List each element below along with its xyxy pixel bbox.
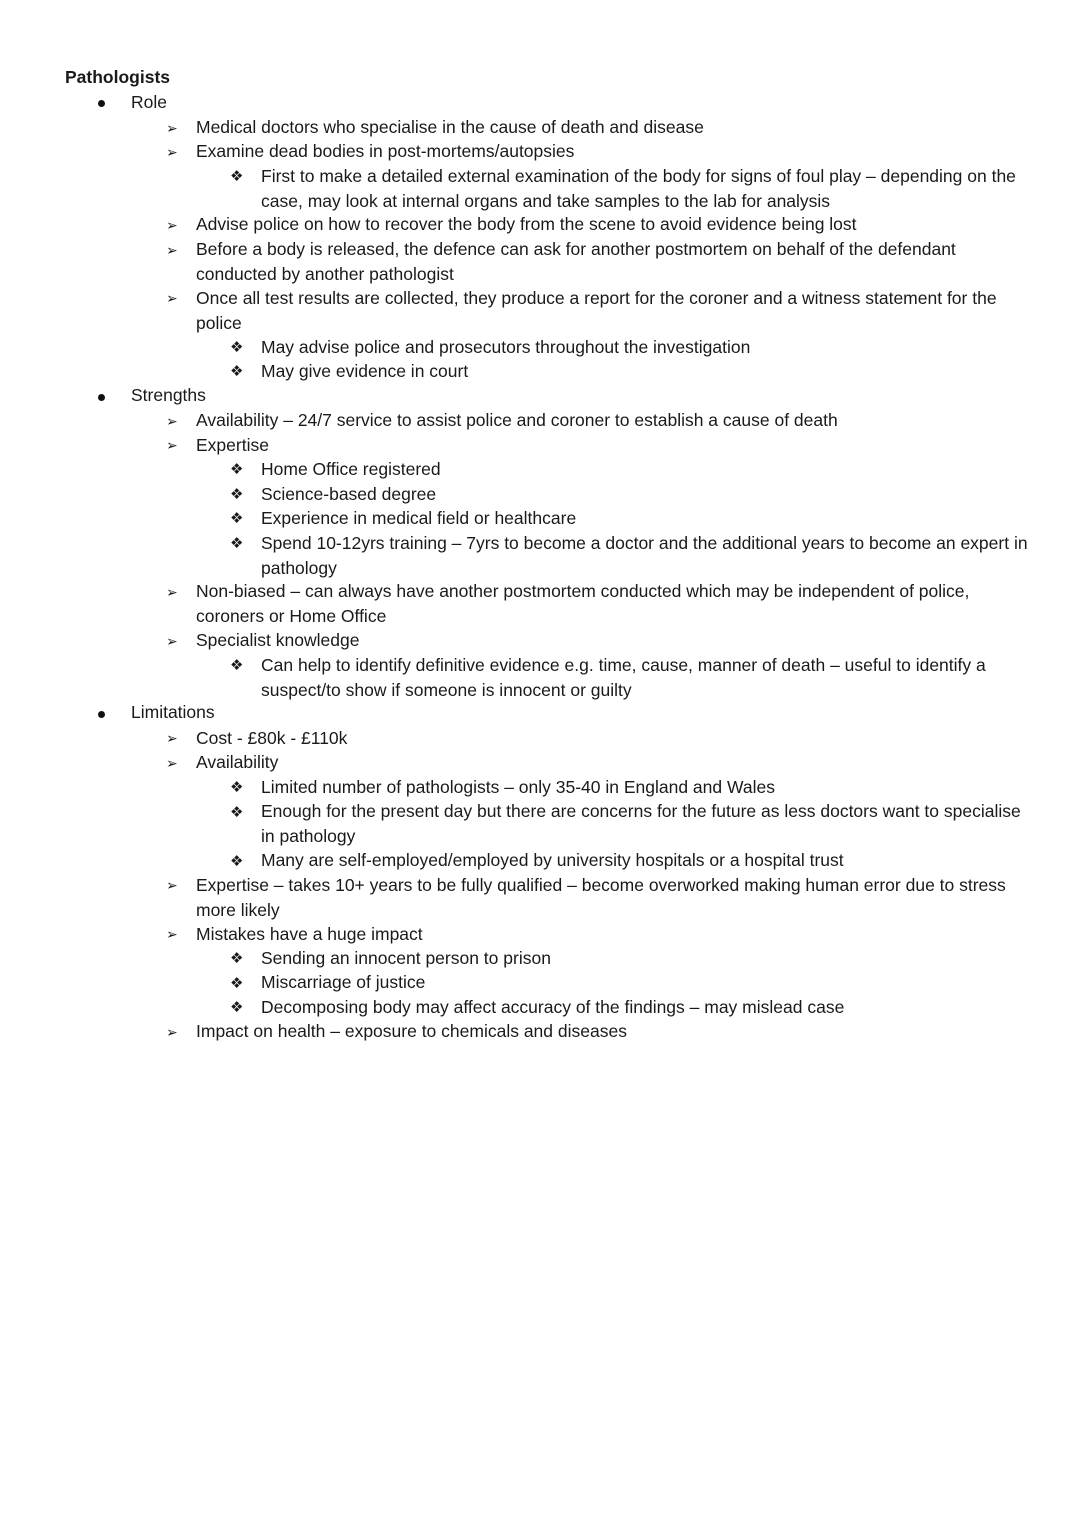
bullet-icon <box>98 711 105 718</box>
list-item: Examine dead bodies in post-mortems/autopsies <box>196 141 575 161</box>
arrow-bullet-icon: ➢ <box>166 217 178 233</box>
sub-list-item: Can help to identify definitive evidence e.g. time, cause, manner of death – useful to identify a suspect/to show if someone is innocent or guilty <box>261 655 986 700</box>
sub-list-item: Sending an innocent person to prison <box>261 948 551 968</box>
arrow-bullet-icon: ➢ <box>166 290 178 306</box>
arrow-bullet-icon: ➢ <box>166 926 178 942</box>
arrow-bullet-icon: ➢ <box>166 120 178 136</box>
diamond-bullet-icon: ❖ <box>230 779 244 796</box>
list-item: Availability – 24/7 service to assist police and coroner to establish a cause of death <box>196 410 838 430</box>
section-heading-limitations: Limitations <box>131 702 215 722</box>
list-item: Medical doctors who specialise in the cause of death and disease <box>196 117 704 137</box>
diamond-bullet-icon: ❖ <box>230 461 244 478</box>
list-item: Before a body is released, the defence can ask for another postmortem on behalf of the defendant conducted by another pathologist <box>196 239 956 284</box>
arrow-bullet-icon: ➢ <box>166 730 178 746</box>
arrow-bullet-icon: ➢ <box>166 437 178 453</box>
sub-list-item: May give evidence in court <box>261 361 469 381</box>
arrow-bullet-icon: ➢ <box>166 413 178 429</box>
sub-list-item: First to make a detailed external examination of the body for signs of foul play – depending on the case, may look at internal organs and take samples to the lab for analysis <box>261 166 1016 211</box>
diamond-bullet-icon: ❖ <box>230 168 244 185</box>
sub-list-item: May advise police and prosecutors throughout the investigation <box>261 337 751 357</box>
arrow-bullet-icon: ➢ <box>166 755 178 771</box>
sub-list-item: Enough for the present day but there are concerns for the future as less doctors want to specialise in pathology <box>261 801 1021 846</box>
list-item: Advise police on how to recover the body from the scene to avoid evidence being lost <box>196 214 857 234</box>
section-heading-role: Role <box>131 92 167 112</box>
diamond-bullet-icon: ❖ <box>230 804 244 821</box>
diamond-bullet-icon: ❖ <box>230 363 244 380</box>
bullet-icon <box>98 100 105 107</box>
list-item: Mistakes have a huge impact <box>196 924 423 944</box>
sub-list-item: Many are self-employed/employed by university hospitals or a hospital trust <box>261 850 844 870</box>
diamond-bullet-icon: ❖ <box>230 950 244 967</box>
diamond-bullet-icon: ❖ <box>230 486 244 503</box>
list-item: Availability <box>196 752 279 772</box>
diamond-bullet-icon: ❖ <box>230 853 244 870</box>
list-item: Expertise <box>196 435 269 455</box>
sub-list-item: Experience in medical field or healthcare <box>261 508 577 528</box>
list-item: Specialist knowledge <box>196 630 360 650</box>
sub-list-item: Limited number of pathologists – only 35-40 in England and Wales <box>261 777 775 797</box>
sub-list-item: Spend 10-12yrs training – 7yrs to become a doctor and the additional years to become an expert in pathology <box>261 533 1028 578</box>
arrow-bullet-icon: ➢ <box>166 877 178 893</box>
list-item: Cost - £80k - £110k <box>196 728 348 748</box>
diamond-bullet-icon: ❖ <box>230 339 244 356</box>
diamond-bullet-icon: ❖ <box>230 535 244 552</box>
page-title: Pathologists <box>65 67 171 87</box>
diamond-bullet-icon: ❖ <box>230 657 244 674</box>
sub-list-item: Miscarriage of justice <box>261 972 426 992</box>
sub-list-item: Decomposing body may affect accuracy of the findings – may mislead case <box>261 997 845 1017</box>
arrow-bullet-icon: ➢ <box>166 144 178 160</box>
list-item: Impact on health – exposure to chemicals and diseases <box>196 1021 627 1041</box>
sub-list-item: Home Office registered <box>261 459 441 479</box>
section-heading-strengths: Strengths <box>131 385 206 405</box>
arrow-bullet-icon: ➢ <box>166 1024 178 1040</box>
bullet-icon <box>98 394 105 401</box>
list-item: Once all test results are collected, they produce a report for the coroner and a witness statement for the police <box>196 288 997 333</box>
diamond-bullet-icon: ❖ <box>230 510 244 527</box>
list-item: Non-biased – can always have another postmortem conducted which may be independent of police, coroners or Home Office <box>196 581 970 626</box>
arrow-bullet-icon: ➢ <box>166 633 178 649</box>
list-item: Expertise – takes 10+ years to be fully qualified – become overworked making human error due to stress more likely <box>196 875 1006 920</box>
sub-list-item: Science-based degree <box>261 484 437 504</box>
arrow-bullet-icon: ➢ <box>166 242 178 258</box>
diamond-bullet-icon: ❖ <box>230 999 244 1016</box>
arrow-bullet-icon: ➢ <box>166 584 178 600</box>
diamond-bullet-icon: ❖ <box>230 975 244 992</box>
